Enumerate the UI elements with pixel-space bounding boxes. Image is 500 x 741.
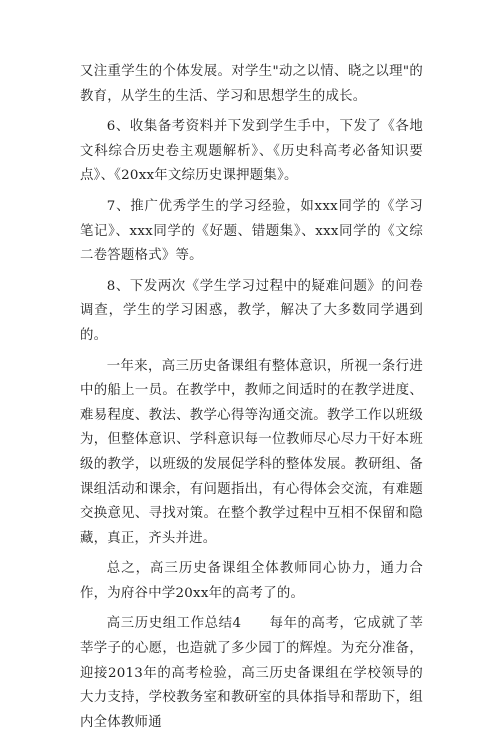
paragraph-summary-4: 高三历史组工作总结4 每年的高考，它成就了莘莘学子的心愿，也造就了多少园丁的辉煌。为充分准备，迎接2013年的高考检验，高三历史备课组在学校领导的大力支持，学校教务室和教研室的具体指导和帮助下，组内全体教师通 xyxy=(80,616,423,730)
paragraph-conclusion: 总之，高三历史备课组全体教师同心协力，通力合作，为府谷中学20xx年的高考了的。 xyxy=(80,561,423,601)
paragraph-continuation: 又注重学生的个体发展。对学生"动之以情、晓之以理"的教育，从学生的生活、学习和思想学生的成长。 xyxy=(80,64,423,104)
paragraph-item-7: 7、推广优秀学生的学习经验，如xxx同学的《学习笔记》、xxx同学的《好题、错题集》、xxx同学的《文综二卷答题格式》等。 xyxy=(80,198,423,264)
paragraph-year-review: 一年来，高三历史备课组有整体意识，所视一条行进中的船上一员。在教学中，教师之间适时的在教学进度、难易程度、教法、教学心得等沟通交流。教学工作以班级为，但整体意识、学科意识每一位教师尽心尽力干好本班级的教学，以班级的发展促学科的整体发展。教研组、备课组活动和课余，有问题指出，有心得体会交流，有难题交换意见、寻找对策。在整个教学过程中互相不保留和隐藏，真正，齐头并进。 xyxy=(80,358,423,546)
paragraph-item-8: 8、下发两次《学生学习过程中的疑难问题》的问卷调查，学生的学习困惑，教学，解决了大多数同学遇到的。 xyxy=(80,278,423,343)
document-body xyxy=(80,60,423,741)
paragraph-item-6: 6、收集备考资料并下发到学生手中，下发了《各地文科综合历史卷主观题解析》、《历史科高考必备知识要点》、《20xx年文综历史课押题集》。 xyxy=(80,119,423,184)
